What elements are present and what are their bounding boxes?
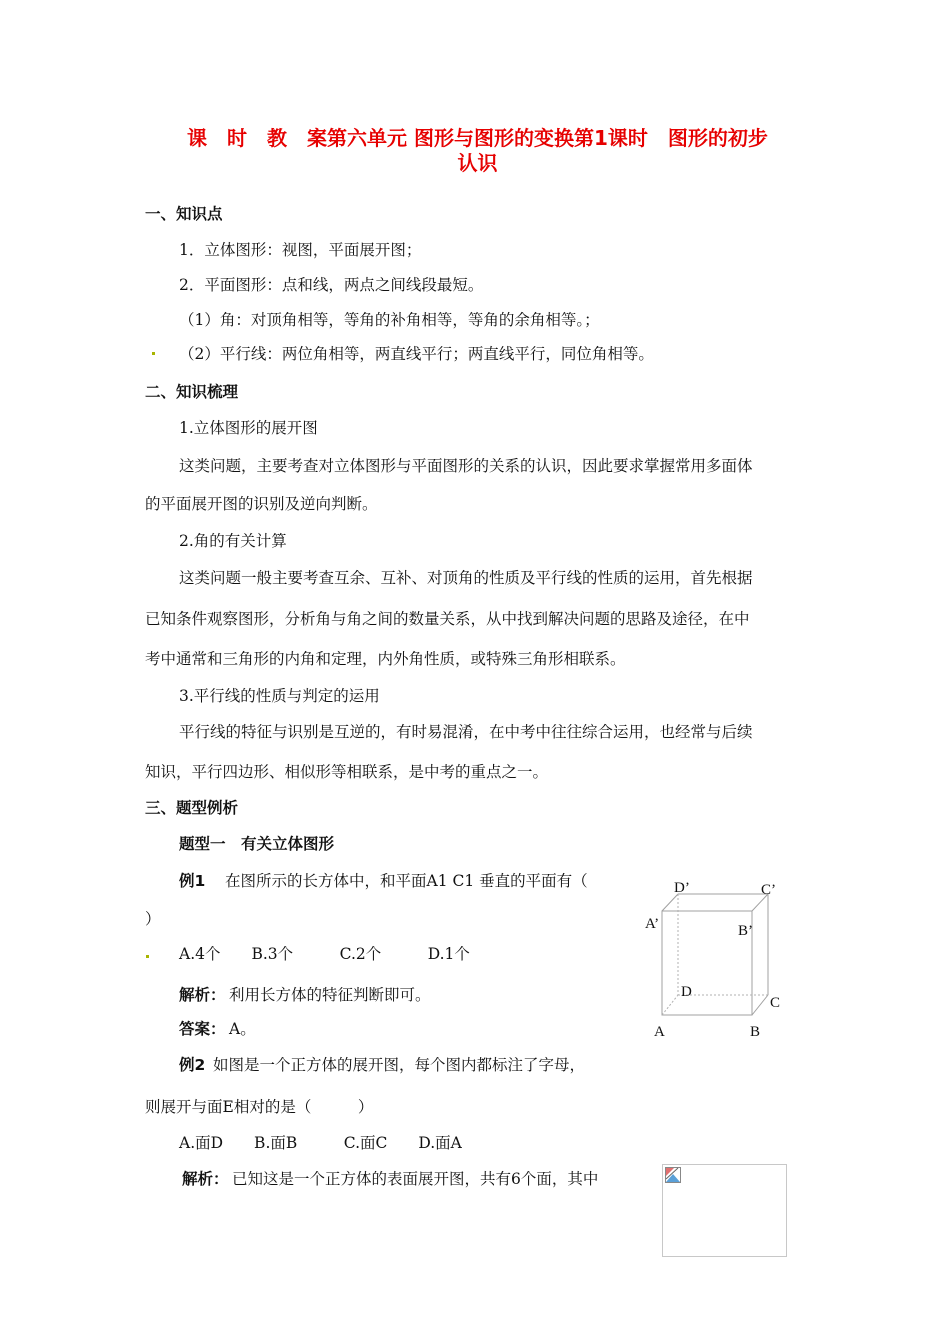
example-1-label: 例1 bbox=[179, 872, 206, 890]
review-topic-1-title: 1.立体图形的展开图 bbox=[179, 419, 318, 437]
cube-label-b: B bbox=[750, 1024, 761, 1040]
cube-label-d: D bbox=[681, 984, 692, 1000]
review-topic-3-line2: 知识，平行四边形、相似形等相联系，是中考的重点之一。 bbox=[145, 763, 549, 781]
review-topic-1-line2: 的平面展开图的识别及逆向判断。 bbox=[145, 495, 378, 513]
review-topic-1-line1: 这类问题，主要考查对立体图形与平面图形的关系的认识，因此要求掌握常用多面体 bbox=[179, 457, 753, 475]
example-2-analysis: 已知这是一个正方体的表面展开图，共有6个面，其中 bbox=[232, 1170, 599, 1188]
knowledge-item-2: 2．平面图形：点和线，两点之间线段最短。 bbox=[179, 276, 484, 294]
decorative-dot bbox=[146, 955, 149, 958]
knowledge-item-2-1: （1）角：对顶角相等，等角的补角相等，等角的余角相等。； bbox=[179, 311, 600, 329]
cube-net-image-placeholder bbox=[662, 1164, 787, 1257]
example-2-options: A.面D B.面B C.面C D.面A bbox=[179, 1134, 462, 1152]
broken-image-icon bbox=[665, 1167, 681, 1183]
cube-hidden-edge-ad bbox=[662, 995, 678, 1015]
section-heading-knowledge-points: 一、知识点 bbox=[145, 205, 223, 223]
example-2-analysis-label: 解析： bbox=[182, 1170, 229, 1188]
cuboid-figure bbox=[640, 875, 790, 1045]
example-2-question-line2: 则展开与面E相对的是（ ） bbox=[145, 1098, 374, 1116]
cube-label-a1: A’ bbox=[645, 916, 660, 932]
example-1-options: A.4个 B.3个 C.2个 D.1个 bbox=[179, 945, 470, 963]
example-1-answer-label: 答案： bbox=[179, 1020, 226, 1038]
review-topic-2-line3: 考中通常和三角形的内角和定理，内外角性质，或特殊三角形相联系。 bbox=[145, 650, 626, 668]
cube-label-c1: C’ bbox=[761, 882, 776, 898]
example-1-analysis-label: 解析： bbox=[179, 986, 226, 1004]
cube-edge-a1d1 bbox=[662, 894, 678, 911]
review-topic-2-line1: 这类问题一般主要考查互余、互补、对顶角的性质及平行线的性质的运用，首先根据 bbox=[179, 569, 753, 587]
decorative-dot bbox=[152, 352, 155, 355]
example-1-answer: A。 bbox=[229, 1020, 256, 1038]
example-1-question-close: ） bbox=[145, 910, 161, 928]
cube-label-d1: D’ bbox=[674, 880, 690, 896]
document-title-line2: 认识 bbox=[457, 151, 498, 175]
example-1-analysis: 利用长方体的特征判断即可。 bbox=[229, 986, 431, 1004]
cube-label-a: A bbox=[654, 1024, 665, 1040]
review-topic-3-title: 3.平行线的性质与判定的运用 bbox=[179, 687, 380, 705]
cube-label-b1: B’ bbox=[738, 923, 753, 939]
review-topic-2-title: 2.角的有关计算 bbox=[179, 532, 287, 550]
section-heading-examples: 三、题型例析 bbox=[145, 799, 239, 817]
example-2-label: 例2 bbox=[179, 1056, 206, 1074]
review-topic-2-line2: 已知条件观察图形，分析角与角之间的数量关系，从中找到解决问题的思路及途径，在中 bbox=[145, 610, 750, 628]
example-2-question: 如图是一个正方体的展开图，每个图内都标注了字母， bbox=[213, 1056, 586, 1074]
cube-label-c: C bbox=[770, 995, 781, 1011]
section-heading-knowledge-review: 二、知识梳理 bbox=[145, 383, 239, 401]
problem-type-1-heading: 题型一 有关立体图形 bbox=[179, 835, 335, 853]
review-topic-3-line1: 平行线的特征与识别是互逆的，有时易混淆，在中考中往往综合运用，也经常与后续 bbox=[179, 723, 753, 741]
document-title-line1: 课 时 教 案第六单元 图形与图形的变换第1课时 图形的初步 bbox=[187, 126, 768, 150]
knowledge-item-1: 1．立体图形：视图，平面展开图； bbox=[179, 241, 422, 259]
example-1-question: 在图所示的长方体中，和平面A1 C1 垂直的平面有（ bbox=[225, 872, 588, 890]
cube-edge-bc bbox=[752, 995, 768, 1015]
knowledge-item-2-2: （2）平行线：两位角相等，两直线平行；两直线平行，同位角相等。 bbox=[179, 345, 654, 363]
